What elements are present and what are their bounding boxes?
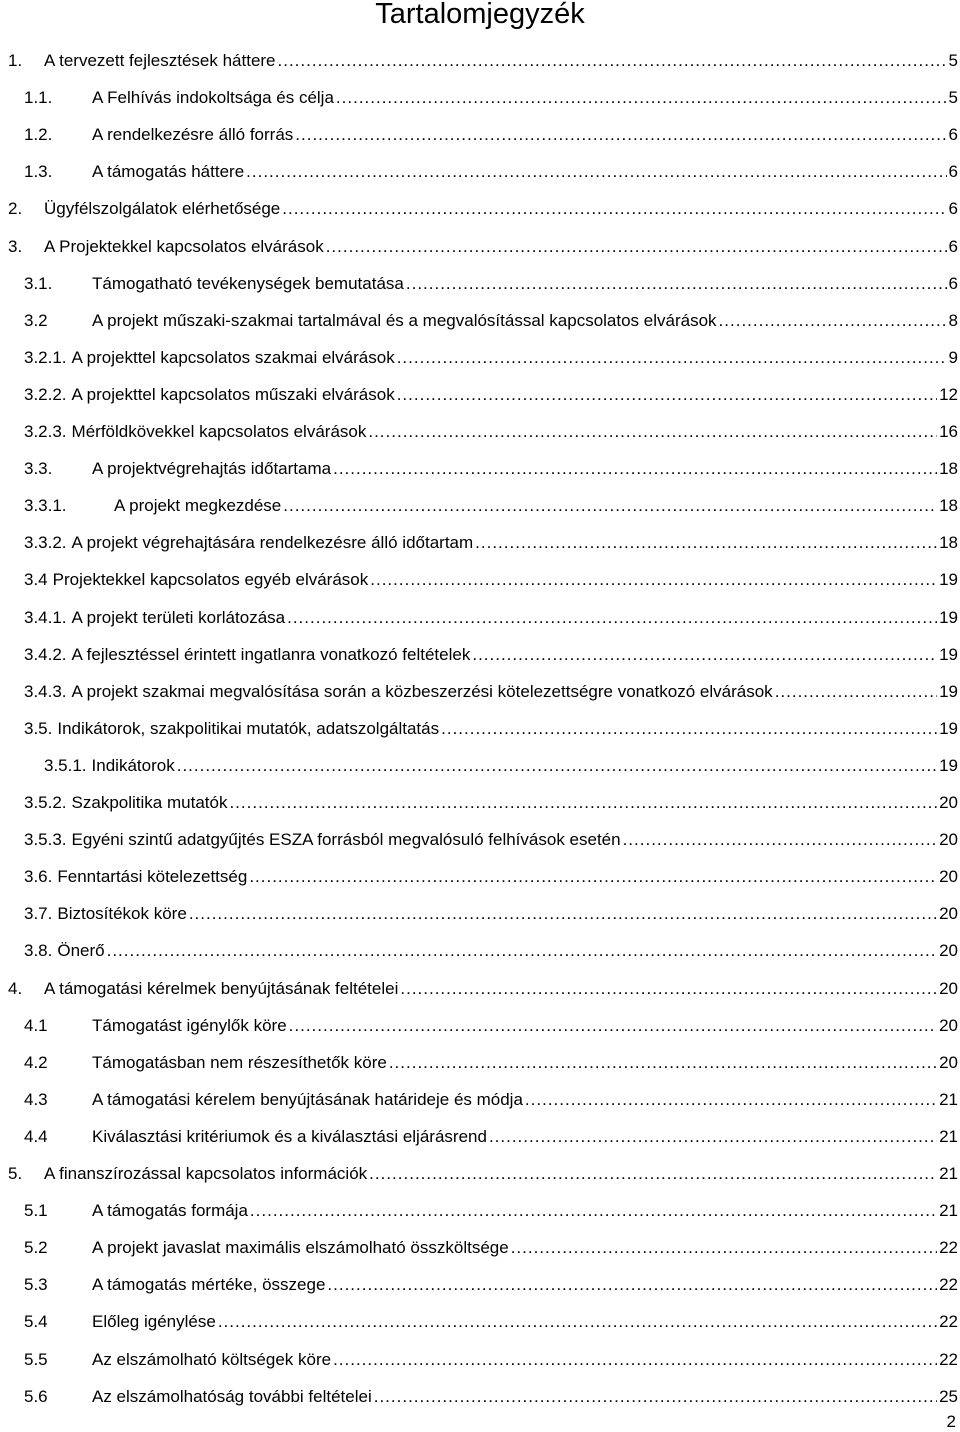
toc-entry[interactable] (0, 1120, 958, 1154)
page-title: Tartalomjegyzék (375, 0, 585, 30)
toc-entry[interactable] (0, 452, 958, 486)
toc-entry-page: 6 (948, 199, 958, 219)
toc-dot-leader (397, 348, 947, 368)
toc-entry[interactable] (0, 1231, 958, 1265)
page-number: 2 (946, 1412, 956, 1431)
toc-entry-page: 19 (939, 755, 958, 775)
toc-entry-number: 3.3.1. (24, 496, 67, 516)
toc-entry[interactable] (0, 1305, 958, 1339)
toc-entry[interactable] (0, 1268, 958, 1302)
toc-entry-label: Az elszámolható költségek köre (92, 1349, 332, 1369)
toc-entry[interactable] (0, 44, 958, 78)
toc-entry-number: 1. (8, 51, 23, 70)
toc-entry-page: 6 (948, 162, 958, 182)
toc-entry-page: 12 (939, 384, 958, 404)
toc-entry-number: 3.2.1. (24, 347, 67, 367)
toc-entry[interactable] (0, 378, 958, 412)
toc-dot-leader (333, 1350, 937, 1370)
toc-entry-number: 3.1. (24, 273, 53, 293)
toc-entry-number: 1.1. (24, 88, 53, 108)
toc-dot-leader (250, 1201, 937, 1221)
toc-entry-number: 3.2.2. (24, 384, 67, 404)
toc-entry-label: Fenntartási kötelezettség (57, 867, 248, 887)
toc-entry-label: Mérföldkövekkel kapcsolatos elvárások (71, 422, 367, 441)
toc-entry-page: 19 (939, 570, 958, 590)
toc-entry[interactable] (0, 304, 958, 338)
toc-entry-number: 4.1 (24, 1015, 48, 1035)
toc-entry-page: 5 (948, 51, 958, 70)
toc-entry-label: A projekt területi korlátozása (71, 607, 286, 627)
toc-dot-leader (326, 237, 947, 257)
toc-entry-page: 16 (939, 422, 958, 441)
toc-entry[interactable] (0, 526, 958, 560)
toc-dot-leader (472, 645, 937, 665)
toc-dot-leader (295, 125, 946, 145)
toc-entry[interactable] (0, 601, 958, 635)
toc-entry-page: 20 (939, 904, 958, 924)
toc-entry-label: Előleg igénylése (92, 1312, 216, 1332)
toc-entry-page: 8 (948, 310, 958, 330)
toc-dot-leader (368, 422, 937, 442)
toc-entry[interactable] (0, 675, 958, 709)
toc-entry-page: 22 (939, 1238, 958, 1258)
toc-entry-label: Önerő (57, 941, 105, 961)
toc-entry[interactable] (0, 192, 958, 226)
toc-dot-leader (511, 1238, 937, 1258)
toc-entry-label: Biztosítékok köre (57, 904, 187, 924)
toc-dot-leader (289, 1016, 937, 1036)
toc-entry-page: 21 (939, 1201, 958, 1221)
toc-entry[interactable] (0, 1083, 958, 1117)
toc-entry-label: Szakpolitika mutatók (71, 793, 228, 812)
toc-dot-leader (475, 533, 937, 553)
toc-entry-label: A Felhívás indokoltsága és célja (92, 88, 334, 108)
toc-entry-page: 20 (939, 867, 958, 887)
toc-entry-label: Indikátorok, szakpolitikai mutatók, adatszolgáltatás (57, 718, 440, 738)
toc-entry[interactable] (0, 1194, 958, 1228)
toc-entry[interactable] (0, 972, 958, 1006)
toc-dot-leader (327, 1275, 937, 1295)
toc-entry[interactable] (0, 1380, 958, 1414)
toc-entry-page: 20 (939, 1015, 958, 1035)
toc-entry[interactable] (0, 1157, 958, 1191)
toc-entry-number: 3.5.1. (44, 755, 87, 775)
toc-entry[interactable] (0, 638, 958, 672)
toc-entry-label: A Projektekkel kapcsolatos elvárások (44, 236, 324, 256)
toc-entry-label: A fejlesztéssel érintett ingatlanra vonatkozó feltételek (71, 644, 471, 664)
toc-entry-number: 3.5.2. (24, 793, 67, 812)
toc-entry-label: A rendelkezésre álló forrás (92, 125, 294, 145)
toc-entry-number: 1.2. (24, 125, 53, 145)
toc-entry[interactable] (0, 155, 958, 189)
toc-entry-label: A projekttel kapcsolatos műszaki elvárások (71, 384, 395, 404)
toc-entry-label: A finanszírozással kapcsolatos információk (44, 1164, 368, 1183)
toc-entry-page: 6 (948, 273, 958, 293)
toc-dot-leader (370, 570, 937, 590)
toc-entry-number: 1.3. (24, 162, 53, 182)
toc-entry-number: 3.3. (24, 459, 53, 479)
toc-entry-label: Az elszámolhatóság további feltételei (92, 1386, 372, 1406)
toc-entry-number: 3.5.3. (24, 830, 67, 850)
toc-entry-number: 3.4 (24, 570, 48, 590)
toc-entry-label: Indikátorok (91, 755, 175, 775)
toc-entry-page: 19 (939, 718, 958, 738)
toc-dot-leader (406, 274, 947, 294)
toc-entry-number: 3.8. (24, 941, 53, 961)
toc-entry-page: 9 (948, 347, 958, 367)
toc-dot-leader (719, 311, 947, 331)
toc-entry-number: 5.4 (24, 1312, 48, 1332)
toc-entry-number: 4. (8, 978, 23, 998)
toc-dot-leader (775, 682, 937, 702)
toc-entry-label: A projekt műszaki-szakmai tartalmával és a megvalósítással kapcsolatos elvárások (92, 310, 717, 330)
toc-dot-leader (336, 88, 947, 108)
toc-entry-number: 3.4.1. (24, 607, 67, 627)
toc-entry-label: A projektvégrehajtás időtartama (92, 459, 332, 479)
toc-dot-leader (107, 941, 937, 961)
toc-entry[interactable] (0, 118, 958, 152)
toc-entry[interactable] (0, 1343, 958, 1377)
toc-entry-page: 21 (939, 1164, 958, 1183)
toc-dot-leader (369, 1164, 937, 1184)
toc-entry-page: 20 (939, 978, 958, 998)
toc-entry-number: 4.3 (24, 1089, 48, 1109)
toc-dot-leader (246, 162, 946, 182)
toc-entry-label: A projekt szakmai megvalósítása során a közbeszerzési kötelezettségre vonatkozó elvárások (71, 681, 773, 701)
toc-entry-number: 3. (8, 236, 23, 256)
toc-entry[interactable] (0, 934, 958, 968)
toc-dot-leader (229, 793, 937, 813)
toc-entry-label: A projekt végrehajtására rendelkezésre álló időtartam (71, 533, 474, 553)
toc-entry-number: 3.5. (24, 718, 53, 738)
toc-entry-number: 3.7. (24, 904, 53, 924)
toc-entry-label: Támogatható tevékenységek bemutatása (92, 273, 404, 293)
toc-entry-label: A projekt megkezdése (114, 496, 282, 516)
toc-entry-label: Projektekkel kapcsolatos egyéb elvárások (52, 570, 369, 590)
toc-entry-label: A projekt javaslat maximális elszámolható összköltsége (92, 1238, 509, 1258)
toc-entry-page: 22 (939, 1312, 958, 1332)
toc-entry-label: A támogatás formája (92, 1201, 248, 1221)
toc-dot-leader (282, 199, 946, 219)
toc-entry-number: 3.6. (24, 867, 53, 887)
toc-entry-page: 20 (939, 941, 958, 961)
toc-entry-label: Kiválasztási kritériumok és a kiválasztási eljárásrend (92, 1126, 487, 1146)
toc-entry[interactable] (0, 1009, 958, 1043)
toc-entry-page: 19 (939, 607, 958, 627)
toc-entry-page: 22 (939, 1275, 958, 1295)
toc-entry[interactable] (0, 489, 958, 523)
toc-entry-label: A támogatási kérelem benyújtásának határideje és módja (92, 1089, 523, 1109)
toc-entry[interactable] (0, 341, 958, 375)
toc-entry-number: 3.3.2. (24, 533, 67, 553)
toc-entry-page: 20 (939, 1052, 958, 1072)
toc-entry[interactable] (0, 563, 958, 597)
toc-entry-label: A támogatás háttere (92, 162, 245, 182)
toc-entry[interactable] (0, 81, 958, 115)
toc-dot-leader (525, 1090, 937, 1110)
toc-entry-label: A támogatás mértéke, összege (92, 1275, 326, 1295)
toc-entry[interactable] (0, 712, 958, 746)
toc-entry-page: 6 (948, 125, 958, 145)
toc-dot-leader (374, 1387, 937, 1407)
toc-entry-label: A tervezett fejlesztések háttere (44, 51, 276, 70)
toc-dot-leader (249, 867, 937, 887)
toc-entry-number: 5.6 (24, 1386, 48, 1406)
toc-dot-leader (333, 459, 937, 479)
toc-entry-page: 18 (939, 496, 958, 516)
toc-entry-page: 19 (939, 644, 958, 664)
toc-entry-label: Támogatásban nem részesíthetők köre (92, 1052, 387, 1072)
toc-entry-page: 25 (939, 1386, 958, 1406)
toc-entry-page: 21 (939, 1089, 958, 1109)
toc-entry-number: 5.3 (24, 1275, 48, 1295)
toc-dot-leader (389, 1053, 937, 1073)
toc-entry-page: 20 (939, 830, 958, 850)
toc-entry[interactable] (0, 1046, 958, 1080)
toc-entry-page: 19 (939, 681, 958, 701)
toc-entry[interactable] (0, 415, 958, 449)
toc-entry-page: 5 (948, 88, 958, 108)
toc-dot-leader (400, 979, 937, 999)
toc-entry-page: 21 (939, 1126, 958, 1146)
toc-dot-leader (278, 51, 947, 71)
toc-dot-leader (623, 830, 938, 850)
toc-entry-number: 2. (8, 199, 23, 219)
toc-entry-number: 3.4.3. (24, 681, 67, 701)
toc-entry-page: 18 (939, 459, 958, 479)
toc-dot-leader (287, 608, 937, 628)
toc-dot-leader (218, 1312, 937, 1332)
toc-entry[interactable] (0, 823, 958, 857)
toc-entry-label: A projekttel kapcsolatos szakmai elvárások (71, 347, 395, 367)
toc-entry-page: 22 (939, 1349, 958, 1369)
toc-entry-number: 3.2.3. (24, 422, 67, 441)
toc-entry[interactable] (0, 860, 958, 894)
toc-entry-label: A támogatási kérelmek benyújtásának feltételei (44, 978, 399, 998)
toc-dot-leader (177, 756, 937, 776)
toc-entry-label: Ügyfélszolgálatok elérhetősége (44, 199, 281, 219)
toc-dot-leader (397, 385, 937, 405)
toc-entry-number: 4.2 (24, 1052, 48, 1072)
toc-entry[interactable] (0, 230, 958, 264)
toc-entry-label: Egyéni szintű adatgyűjtés ESZA forrásból megvalósuló felhívások esetén (71, 830, 621, 850)
toc-entry[interactable] (0, 786, 958, 820)
toc-entry[interactable] (0, 749, 958, 783)
toc-entry-number: 4.4 (24, 1126, 48, 1146)
toc-entry-number: 5.2 (24, 1238, 48, 1258)
toc-entry-number: 3.4.2. (24, 644, 67, 664)
toc-entry-page: 6 (948, 236, 958, 256)
toc-entry-number: 5. (8, 1164, 23, 1183)
toc-entry-number: 5.1 (24, 1201, 48, 1221)
toc-entry-page: 20 (939, 793, 958, 812)
toc-dot-leader (441, 719, 937, 739)
toc-entry[interactable] (0, 897, 958, 931)
toc-entry-label: Támogatást igénylők köre (92, 1015, 287, 1035)
toc-entry[interactable] (0, 267, 958, 301)
toc-entry-page: 18 (939, 533, 958, 553)
toc-dot-leader (189, 904, 937, 924)
toc-entry-number: 5.5 (24, 1349, 48, 1369)
toc-entry-number: 3.2 (24, 310, 48, 330)
toc-dot-leader (489, 1127, 937, 1147)
toc-dot-leader (283, 496, 937, 516)
